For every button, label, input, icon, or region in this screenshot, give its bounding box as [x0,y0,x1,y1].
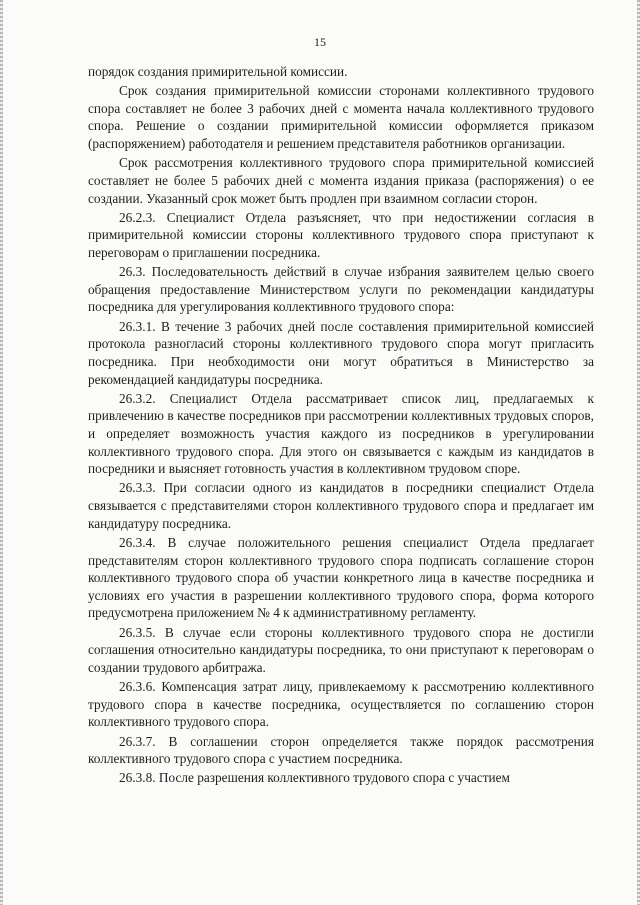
paragraph-26-3: 26.3. Последовательность действий в случае избрания заявителем целью своего обращения предоставление Министерством услуги по рекомендации кандидатуры посредника для урегулирования коллективного трудового спора: [88,264,594,315]
page-number: 15 [314,35,326,49]
paragraph-continuation: порядок создания примирительной комиссии. [88,64,348,79]
scan-border-left [0,0,3,905]
paragraph-26-3-4: 26.3.4. В случае положительного решения специалист Отдела предлагает представителям сторон коллективного трудового спора подписать соглашение сторон коллективного трудового спора об участии конкретного лица в качестве посредника и условиях его участия в разрешении коллективного трудового спора, форма которого предусмотрена приложением № 4 к административному регламенту. [88,534,594,621]
paragraph-26-3-2: 26.3.2. Специалист Отдела рассматривает список лиц, предлагаемых к привлечению в качестве посредников при рассмотрении коллективных трудовых споров, и определяет возможность участия каждого из посредников в урегулировании коллективного трудового спора. Для этого он связывается с каждым из кандидатов в посредники и выясняет готовность участия в коллективном трудовом споре. [88,390,594,477]
paragraph-26-2-3: 26.2.3. Специалист Отдела разъясняет, что при недостижении согласия в примирительной комиссии стороны коллективного трудового спора приступают к переговорам о приглашении посредника. [88,209,594,260]
paragraph-dispute-review-term: Срок рассмотрения коллективного трудового спора примирительной комиссией составляет не более 5 рабочих дней с момента издания приказа (распоряжения) о ее создании. Указанный срок может быть продлен при взаимном согласии сторон. [88,155,594,206]
paragraph-26-3-7: 26.3.7. В соглашении сторон определяется также порядок рассмотрения коллективного трудового спора с участием посредника. [88,733,594,767]
paragraph-26-3-5: 26.3.5. В случае если стороны коллективного трудового спора не достигли соглашения относительно кандидатуры посредника, то они приступают к переговорам о создании трудового арбитража. [88,624,594,675]
paragraph-26-3-6: 26.3.6. Компенсация затрат лицу, привлекаемому к рассмотрению коллективного трудового спора в качестве посредника, осуществляется по соглашению сторон коллективного трудового спора. [88,679,594,730]
paragraph-26-3-3: 26.3.3. При согласии одного из кандидатов в посредники специалист Отдела связывается с представителями сторон коллективного трудового спора и предлагает им кандидатуру посредника. [88,480,594,531]
paragraph-26-3-8: 26.3.8. После разрешения коллективного трудового спора с участием [119,770,510,786]
paragraph-commission-creation-term: Срок создания примирительной комиссии сторонами коллективного трудового спора составляет не более 3 рабочих дней с момента начала коллективного трудового спора. Решение о создании примирительной комиссии оформляется приказом (распоряжением) работодателя и решением представителя работников организации. [88,83,594,152]
document-body [88,63,594,789]
paragraph-26-3-1: 26.3.1. В течение 3 рабочих дней после составления примирительной комиссией протокола разногласий стороны коллективного трудового спора могут пригласить посредника. При необходимости они могут обратиться в Министерство за рекомендацией кандидатуры посредника. [88,318,594,387]
